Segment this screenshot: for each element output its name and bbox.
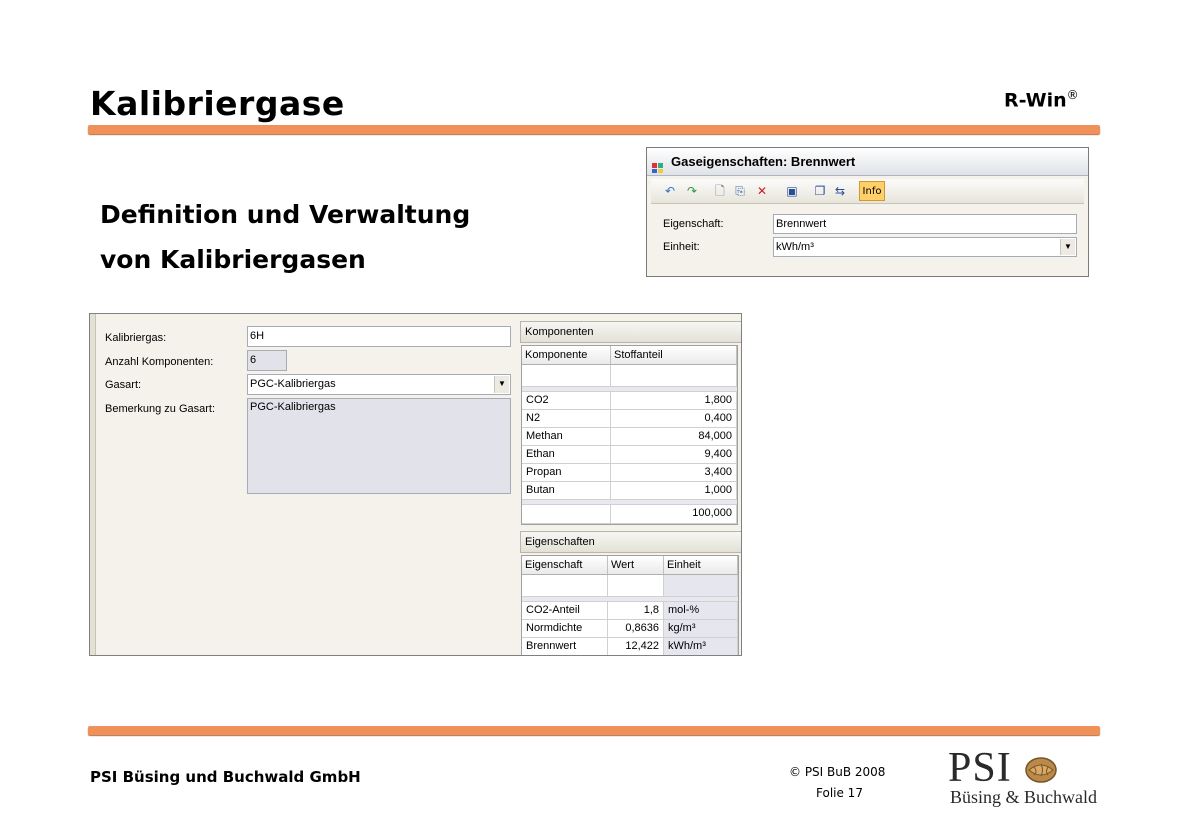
column-header-komponente[interactable]: Komponente [522, 346, 611, 365]
new-row-cell[interactable] [611, 365, 737, 387]
einheit-select[interactable] [773, 237, 1077, 257]
brand-label [1004, 88, 1079, 111]
subtitle-line-1: Definition und Verwaltung [100, 200, 471, 229]
eigenschaft-label: Eigenschaft: [663, 218, 724, 230]
new-row-cell[interactable] [522, 575, 608, 597]
gasart-label: Gasart: [105, 379, 142, 391]
gasart-value: PGC-Kalibriergas [250, 378, 336, 390]
table-row-name[interactable]: Propan [522, 464, 611, 482]
registered-mark: ® [1066, 88, 1079, 102]
table-row-value[interactable]: 3,400 [611, 464, 737, 482]
eigenschaften-panel-header: Eigenschaften [520, 531, 742, 553]
revert-icon[interactable]: ⇆ [834, 184, 846, 198]
table-row-einheit[interactable]: kg/m³ [664, 620, 738, 638]
column-header-stoffanteil[interactable]: Stoffanteil [611, 346, 737, 365]
save-icon[interactable]: ▣ [786, 184, 798, 198]
window-title: Gaseigenschaften: Brennwert [671, 154, 856, 169]
table-row-name[interactable]: Normdichte [522, 620, 608, 638]
column-header-eigenschaft[interactable]: Eigenschaft [522, 556, 608, 575]
gasart-select[interactable] [247, 374, 511, 395]
window-titlebar [647, 148, 1088, 176]
komponenten-panel-header: Komponenten [520, 321, 742, 343]
komponenten-grid [521, 345, 738, 525]
total-row-label-cell [522, 505, 611, 524]
table-row-name[interactable]: CO2 [522, 392, 611, 410]
table-row-name[interactable]: Brennwert [522, 638, 608, 656]
new-icon[interactable]: 🗋 [715, 184, 725, 198]
anzahl-komponenten-label: Anzahl Komponenten: [105, 356, 214, 368]
kalibriergas-label: Kalibriergas: [105, 332, 167, 344]
table-row-name[interactable]: Methan [522, 428, 611, 446]
header-divider [88, 125, 1100, 134]
bemerkung-textarea[interactable]: PGC-Kalibriergas [247, 398, 511, 494]
left-edge [90, 314, 96, 656]
psi-logo-subtitle: Büsing & Buchwald [950, 787, 1097, 807]
chevron-down-icon[interactable]: ▼ [1060, 239, 1075, 255]
chevron-down-icon[interactable]: ▼ [494, 376, 509, 393]
gas-properties-window [646, 147, 1089, 277]
footer-copyright: © PSI BuB 2008 [789, 765, 886, 779]
save-as-icon[interactable]: ❐ [814, 184, 826, 198]
footer-slide-number: Folie 17 [816, 786, 863, 800]
info-button[interactable]: Info [859, 181, 885, 201]
eigenschaft-field[interactable]: Brennwert [773, 214, 1077, 234]
table-row-name[interactable]: CO2-Anteil [522, 602, 608, 620]
table-row-wert[interactable]: 1,8 [608, 602, 664, 620]
kalibriergas-field[interactable]: 6H [247, 326, 511, 347]
footer-company: PSI Büsing und Buchwald GmbH [90, 768, 361, 786]
calibration-gas-window [89, 313, 742, 656]
copy-icon[interactable]: ⎘ [735, 184, 745, 198]
table-row-name[interactable]: Ethan [522, 446, 611, 464]
table-row-einheit[interactable]: mol-% [664, 602, 738, 620]
subtitle-line-2: von Kalibriergasen [100, 245, 366, 274]
new-row-cell[interactable] [522, 365, 611, 387]
table-row-value[interactable]: 84,000 [611, 428, 737, 446]
einheit-label: Einheit: [663, 241, 700, 253]
table-row-value[interactable]: 1,000 [611, 482, 737, 500]
psi-logo-text: PSI [948, 745, 1012, 791]
table-row-value[interactable]: 0,400 [611, 410, 737, 428]
delete-icon[interactable]: ✕ [756, 184, 768, 198]
bemerkung-label: Bemerkung zu Gasart: [105, 403, 216, 415]
footer-divider [88, 726, 1100, 735]
window-app-icon [652, 156, 664, 168]
redo-icon[interactable]: ↷ [686, 184, 698, 198]
new-row-cell[interactable] [664, 575, 738, 597]
eigenschaften-grid [521, 555, 739, 656]
column-header-einheit[interactable]: Einheit [664, 556, 738, 575]
new-row-cell[interactable] [608, 575, 664, 597]
column-header-wert[interactable]: Wert [608, 556, 664, 575]
anzahl-komponenten-field: 6 [247, 350, 287, 371]
undo-icon[interactable]: ↶ [664, 184, 676, 198]
table-row-name[interactable]: Butan [522, 482, 611, 500]
table-row-name[interactable]: N2 [522, 410, 611, 428]
window-toolbar [651, 179, 1084, 204]
slide-title: Kalibriergase [90, 84, 345, 123]
table-row-einheit[interactable]: kWh/m³ [664, 638, 738, 656]
einheit-value: kWh/m³ [776, 241, 814, 253]
table-row-wert[interactable]: 12,422 [608, 638, 664, 656]
table-row-wert[interactable]: 0,8636 [608, 620, 664, 638]
table-row-value[interactable]: 1,800 [611, 392, 737, 410]
walnut-logo-icon [1024, 756, 1058, 784]
brand-name: R-Win [1004, 89, 1067, 112]
total-value: 100,000 [611, 505, 737, 524]
table-row-value[interactable]: 9,400 [611, 446, 737, 464]
